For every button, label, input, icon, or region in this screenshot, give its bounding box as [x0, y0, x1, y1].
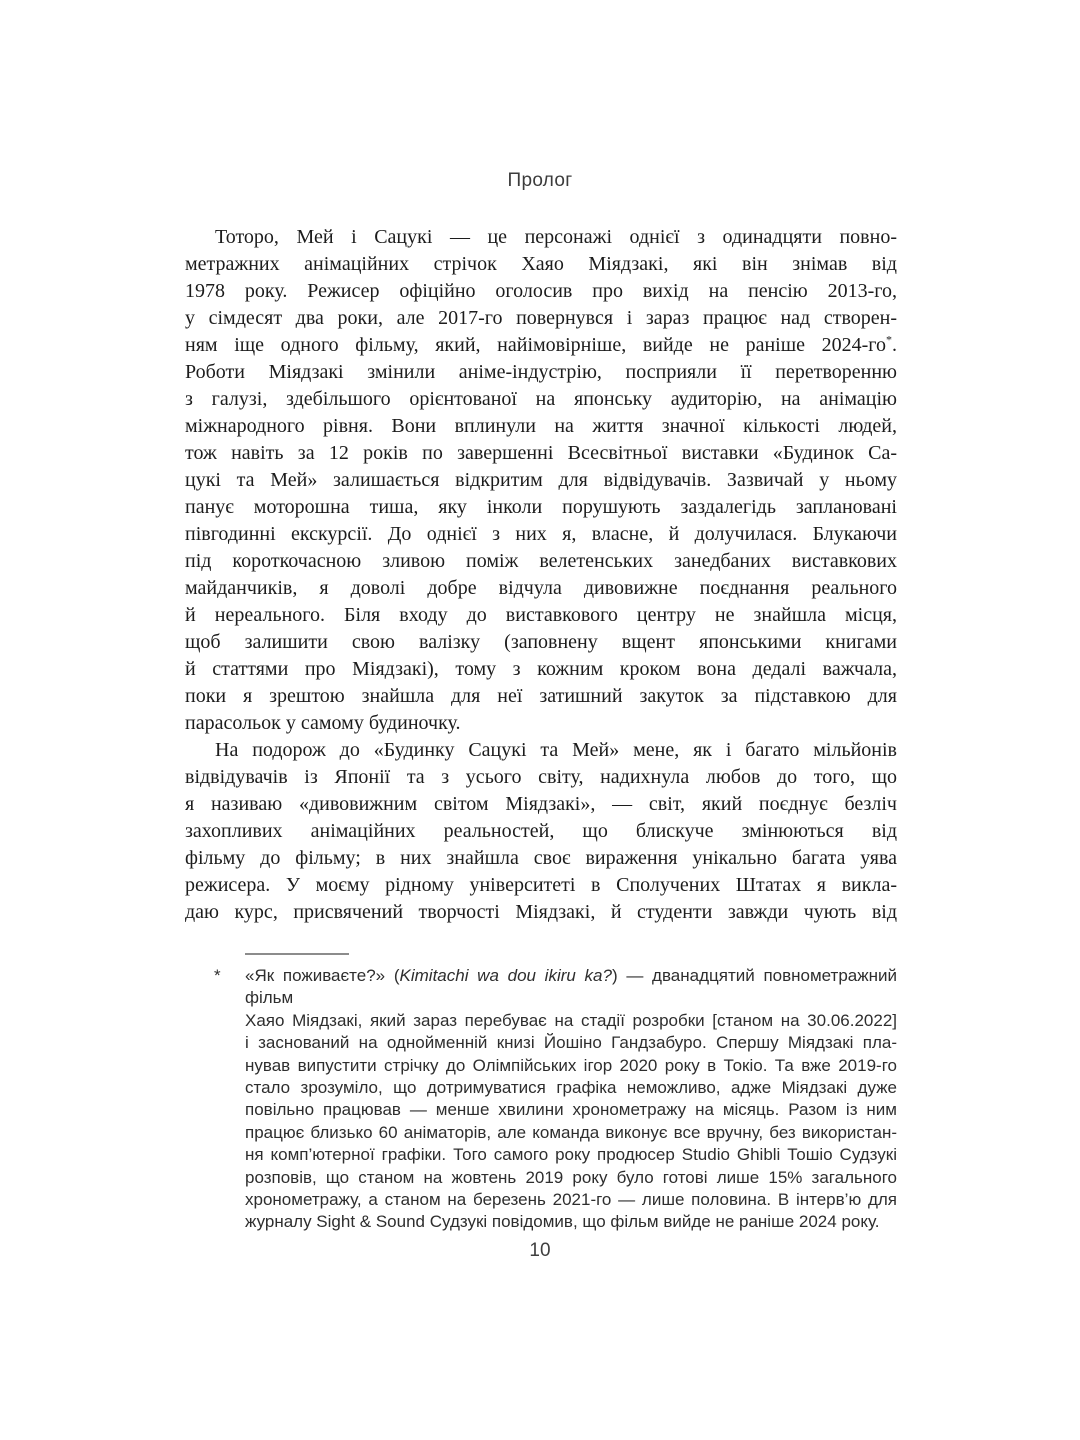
body-line: цукі та Мей» залишається відкритим для відвідувачів. Зазвичай у ньому [185, 469, 897, 491]
body-line: захопливих анімаційних реальностей, що блискуче змінюються від [185, 820, 897, 842]
body-line: метражних анімаційних стрічок Хаяо Міядзакі, які він знімав від [185, 253, 897, 275]
body-line: парасольок у самому будиночку. [185, 712, 461, 734]
body-line: під короткочасною зливою поміж велетенських занедбаних виставкових [185, 550, 897, 572]
footnote-line: нував випустити стрічку до Олімпійських ігор 2020 року в Токіо. Та вже 2019-го [245, 1055, 897, 1075]
footnote-line: працює близько 60 аніматорів, але команда виконує все вручну, без використан- [245, 1122, 897, 1142]
footnote-line: журналу Sight & Sound Судзукі повідомив, що фільм вийде не раніше 2024 року. [245, 1212, 880, 1232]
body-line-text: ням іще одного фільму, який, найімовірніше, вийде не раніше 2024-го [185, 334, 886, 356]
footnote-line: розповів, що станом на жовтень 2019 року було готові лише 15% загального [245, 1167, 897, 1187]
footnote-text-italic: Kimitachi wa dou ikiru ka? [399, 966, 612, 985]
footnote-line [214, 965, 897, 1010]
body-line: майданчиків, я доволі добре відчула дивовижне поєднання реального [185, 577, 897, 599]
body-line: у сімдесят два роки, але 2017-го повернувся і зараз працює над створен- [185, 307, 897, 329]
footnote-line: повільно працював — менше хвилини хронометражу на місяць. Разом із ним [245, 1100, 897, 1120]
body-line: щоб залишити свою валізку (заповнену вщент японськими книгами [185, 631, 897, 653]
body-line: На подорож до «Будинку Сацукі та Мей» мене, як і багато мільйонів [215, 739, 897, 761]
footnote-line: стало зрозуміло, що дотримуватися графіка неможливо, адже Міядзакі дуже [245, 1078, 897, 1098]
body-line: міжнародного рівня. Вони вплинули на життя значної кількості людей, [185, 415, 897, 437]
footnote-reference-asterisk: * [886, 332, 892, 347]
footnote-divider [245, 953, 349, 955]
body-line: Тоторо, Мей і Сацукі — це персонажі однієї з одинадцяти повно- [215, 226, 897, 248]
footnote-line: ня комп’ютерної графіки. Того самого року продюсер Studio Ghibli Тошіо Судзукі [245, 1145, 897, 1165]
body-text [185, 224, 897, 926]
body-line: поки я зрештою знайшла для неї затишний закуток за підставкою для [185, 685, 897, 707]
body-line: півгодинні екскурсії. До однієї з них я, власне, й долучилася. Блукаючи [185, 523, 897, 545]
body-line: й статтями про Міядзакі), тому з кожним кроком вона дедалі важчала, [185, 658, 897, 680]
body-line: даю курс, присвячений творчості Міядзакі, й студенти завжди чують від [185, 901, 897, 923]
body-line: з галузі, здебільшого орієнтованої на японську аудиторію, на анімацію [185, 388, 897, 410]
body-line: режисера. У моєму рідному університеті в Сполучених Штатах я викла- [185, 874, 897, 896]
page-number: 10 [529, 1240, 551, 1261]
footnote-line: Хаяо Міядзакі, який зараз перебуває на стадії розробки [станом на 30.06.2022] [245, 1010, 897, 1030]
chapter-header: Пролог [507, 170, 573, 191]
body-line: й нереального. Біля входу до виставкового центру не знайшла місця, [185, 604, 897, 626]
footnote [214, 953, 897, 1234]
footnote-text: ) — дванадцятий повнометражний фільм [245, 966, 897, 1008]
body-line: я називаю «дивовижним світом Міядзакі», — світ, який поєднує безліч [185, 793, 897, 815]
body-line: 1978 року. Режисер офіційно оголосив про вихід на пенсію 2013-го, [185, 280, 897, 302]
body-line: фільму до фільму; в них знайшла своє вираження унікально багата уява [185, 847, 897, 869]
footnote-marker: * [214, 966, 221, 985]
body-line: панує моторошна тиша, яку інколи порушують заздалегідь заплановані [185, 496, 897, 518]
body-line: Роботи Міядзакі змінили аніме-індустрію, посприяли її перетворенню [185, 361, 897, 383]
body-line-text: . [892, 334, 897, 356]
footnote-line: хронометражу, а станом на березень 2021-го — лише половина. В інтерв’ю для [245, 1190, 897, 1210]
body-line: відвідувачів із Японії та з усього світу, надихнула любов до того, що [185, 766, 897, 788]
body-line: тож навіть за 12 років по завершенні Всесвітньої виставки «Будинок Са- [185, 442, 897, 464]
footnote-text: «Як поживаєте?» ( [245, 966, 400, 985]
footnote-line: і заснований на однойменній книзі Йошіно Гандзабуро. Спершу Міядзакі пла- [245, 1033, 897, 1053]
body-line-with-footnote-ref [185, 332, 897, 359]
